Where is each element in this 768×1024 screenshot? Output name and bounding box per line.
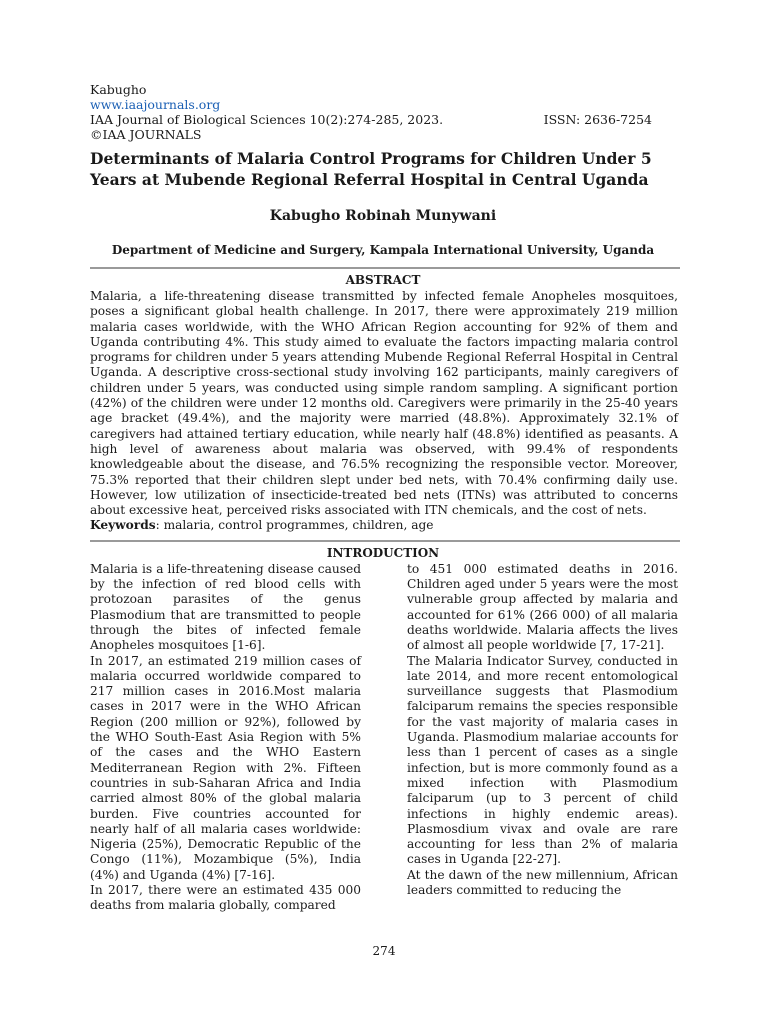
abstract-heading: ABSTRACT xyxy=(345,273,421,287)
journal-citation-row xyxy=(90,112,652,127)
article-affiliation: Department of Medicine and Surgery, Kampala International University, Uganda xyxy=(111,243,655,257)
paragraph: In 2017, an estimated 219 million cases of malaria occurred worldwide compared to 217 million cases in 2016.Most malaria cases in 2017 were in the WHO African Region (200 million or 92%), followed by the WHO South-East Asia Region with 5% of the cases and the WHO Eastern Mediterranean Region with 2%. Fifteen countries in sub-Saharan Africa and India carried almost 80% of the global malaria burden. Five countries accounted for nearly half of all malaria cases worldwide: Nigeria (25%), Democratic Republic of the Congo (11%), Mozambique (5%), India (4%) and Uganda (4%) [7-16]. xyxy=(90,653,361,882)
paragraph: At the dawn of the new millennium, African leaders committed to reducing the xyxy=(407,867,678,897)
paragraph: In 2017, there were an estimated 435 000 deaths from malaria globally, compared xyxy=(90,882,361,913)
paragraph: Malaria is a life-threatening disease caused by the infection of red blood cells with protozoan parasites of the genus Plasmodium that are transmitted to people through the bites of infected female Anopheles mosquitoes [1-6]. xyxy=(90,561,361,653)
journal-citation: IAA Journal of Biological Sciences 10(2):274-285, 2023. xyxy=(90,112,444,127)
journal-copyright: ©IAA JOURNALS xyxy=(90,127,202,142)
right-column xyxy=(407,562,678,914)
keywords-text: : malaria, control programmes, children, age xyxy=(155,518,434,533)
page-number: 274 xyxy=(372,944,396,958)
keywords-label: Keywords xyxy=(90,518,156,533)
abstract-divider xyxy=(90,267,680,269)
introduction-heading: INTRODUCTION xyxy=(326,545,440,560)
journal-website-link-text[interactable]: www.iaajournals.org xyxy=(90,97,221,112)
article-author: Kabugho Robinah Munywani xyxy=(269,208,497,224)
journal-website-link[interactable] xyxy=(90,97,680,112)
paper-page xyxy=(90,82,680,914)
paragraph: The Malaria Indicator Survey, conducted in late 2014, and more recent entomological surveillance suggests that Plasmodium falciparum remains the species responsible for the vast majority of malaria cases in Uganda. Plasmodium malariae accounts for less than 1 percent of cases as a single infection, but is more commonly found as a mixed infection with Plasmodium falciparum (up to 3 percent of child infections in highly endemic areas). Plasmosdium vivax and ovale are rare accounting for less than 2% of malaria cases in Uganda [22-27]. xyxy=(407,653,678,867)
abstract-text: Malaria, a life-threatening disease transmitted by infected female Anopheles mosquitoes, poses a significant global health challenge. In 2017, there were approximately 219 million malaria cases worldwide, with the WHO African Region accounting for 92% of them and Uganda contributing 4%. This study aimed to evaluate the factors impacting malaria control programs for children under 5 years attending Mubende Regional Referral Hospital in Central Uganda. A descriptive cross-sectional study involving 162 participants, mainly caregivers of children under 5 years, was conducted using simple random sampling. A significant portion (42%) of the children were under 12 months old. Caregivers were primarily in the 25-40 years age bracket (49.4%), and the majority were married (48.8%). Approximately 32.1% of caregivers had attained tertiary education, while nearly half (48.8%) identified as peasants. A high level of awareness about malaria was observed, with 99.4% of respondents knowledgeable about the disease, and 76.5% recognizing the responsible vector. Moreover, 75.3% reported that their children slept under bed nets, with 70.4% confirming daily use. However, low utilization of insecticide-treated bed nets (ITNs) was attributed to concerns about excessive heat, perceived risks associated with ITN chemicals, and the cost of nets. xyxy=(90,289,678,518)
left-column xyxy=(90,562,361,914)
keywords-line xyxy=(90,518,678,533)
running-head: Kabugho xyxy=(90,82,147,97)
article-title: Determinants of Malaria Control Programs for Children Under 5 Years at Mubende Regional Referral Hospital in Central Uganda xyxy=(90,149,652,189)
introduction-columns xyxy=(90,562,678,914)
paragraph: to 451 000 estimated deaths in 2016. Children aged under 5 years were the most vulnerable group affected by malaria and accounted for 61% (266 000) of all malaria deaths worldwide. Malaria affects the lives of almost all people worldwide [7, 17-21]. xyxy=(407,561,678,653)
journal-issn: ISSN: 2636-7254 xyxy=(543,112,652,127)
introduction-divider xyxy=(90,540,680,542)
